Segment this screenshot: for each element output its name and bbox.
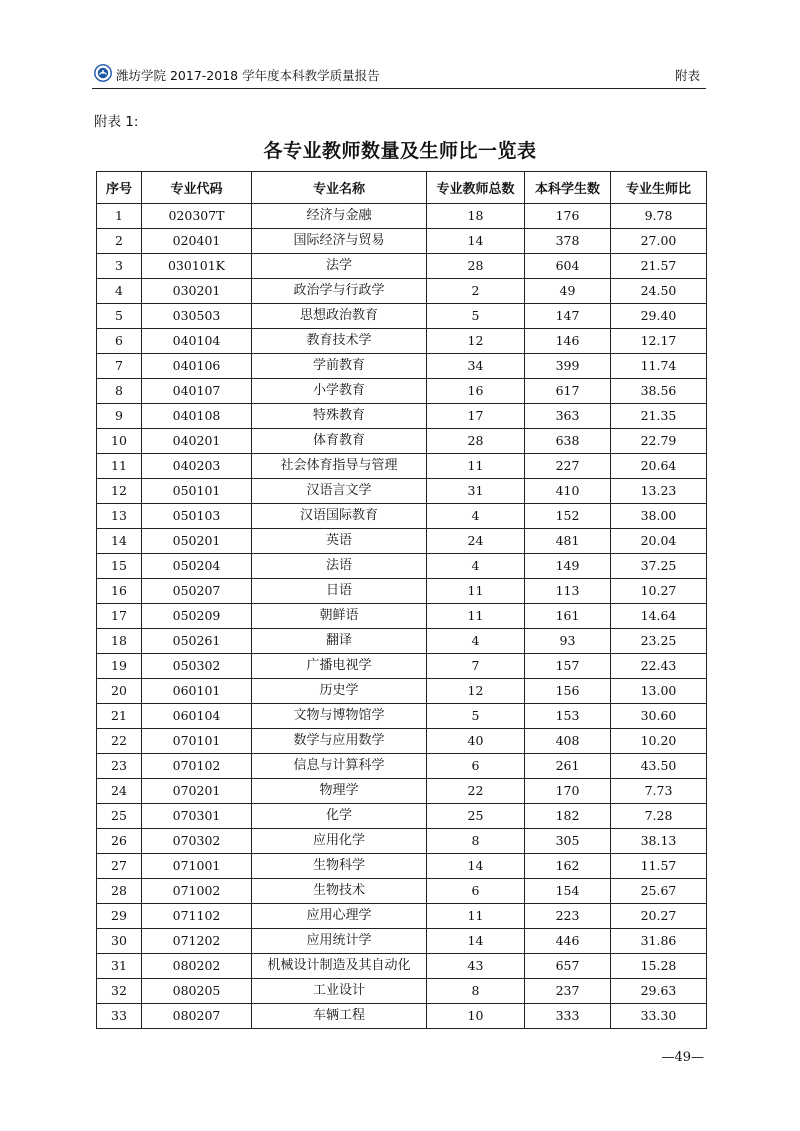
row-index: 3 — [97, 254, 142, 279]
major-name: 文物与博物馆学 — [252, 704, 427, 729]
major-name: 思想政治教育 — [252, 304, 427, 329]
student-count: 93 — [525, 629, 611, 654]
student-count: 223 — [525, 904, 611, 929]
student-teacher-ratio: 23.25 — [611, 629, 707, 654]
major-code: 070302 — [142, 829, 252, 854]
row-index: 25 — [97, 804, 142, 829]
row-index: 28 — [97, 879, 142, 904]
table-row — [97, 579, 707, 604]
table-row — [97, 379, 707, 404]
teacher-count: 11 — [427, 579, 525, 604]
student-teacher-ratio: 31.86 — [611, 929, 707, 954]
major-code: 030101K — [142, 254, 252, 279]
student-teacher-ratio: 24.50 — [611, 279, 707, 304]
major-code: 080202 — [142, 954, 252, 979]
major-code: 050103 — [142, 504, 252, 529]
student-count: 261 — [525, 754, 611, 779]
teacher-count: 4 — [427, 554, 525, 579]
row-index: 17 — [97, 604, 142, 629]
student-count: 161 — [525, 604, 611, 629]
table-row — [97, 454, 707, 479]
major-code: 040107 — [142, 379, 252, 404]
major-name: 汉语言文学 — [252, 479, 427, 504]
student-teacher-ratio: 20.04 — [611, 529, 707, 554]
teacher-count: 5 — [427, 304, 525, 329]
major-code: 050101 — [142, 479, 252, 504]
major-name: 英语 — [252, 529, 427, 554]
table-row — [97, 429, 707, 454]
table-row — [97, 679, 707, 704]
teacher-count: 18 — [427, 204, 525, 229]
student-count: 170 — [525, 779, 611, 804]
teacher-count: 14 — [427, 229, 525, 254]
student-count: 604 — [525, 254, 611, 279]
row-index: 1 — [97, 204, 142, 229]
student-count: 363 — [525, 404, 611, 429]
student-teacher-ratio: 21.35 — [611, 404, 707, 429]
student-count: 446 — [525, 929, 611, 954]
major-code: 030201 — [142, 279, 252, 304]
student-teacher-ratio: 37.25 — [611, 554, 707, 579]
table-title: 各专业教师数量及生师比一览表 — [263, 140, 537, 162]
row-index: 23 — [97, 754, 142, 779]
student-teacher-ratio: 12.17 — [611, 329, 707, 354]
row-index: 32 — [97, 979, 142, 1004]
row-index: 6 — [97, 329, 142, 354]
table-row — [97, 254, 707, 279]
major-name: 教育技术学 — [252, 329, 427, 354]
teacher-count: 11 — [427, 604, 525, 629]
teacher-count: 12 — [427, 679, 525, 704]
major-name: 学前教育 — [252, 354, 427, 379]
table-row — [97, 979, 707, 1004]
page-number: —49— — [661, 1050, 704, 1065]
student-teacher-ratio: 20.64 — [611, 454, 707, 479]
student-count: 481 — [525, 529, 611, 554]
major-name: 小学教育 — [252, 379, 427, 404]
student-teacher-ratio: 38.13 — [611, 829, 707, 854]
majors-table — [96, 171, 707, 1029]
teacher-count: 8 — [427, 979, 525, 1004]
teacher-count: 17 — [427, 404, 525, 429]
row-index: 24 — [97, 779, 142, 804]
student-count: 113 — [525, 579, 611, 604]
major-name: 体育教育 — [252, 429, 427, 454]
teacher-count: 4 — [427, 504, 525, 529]
major-code: 060104 — [142, 704, 252, 729]
major-code: 050261 — [142, 629, 252, 654]
student-count: 149 — [525, 554, 611, 579]
section-label: 附表 — [674, 68, 700, 83]
major-name: 机械设计制造及其自动化 — [252, 954, 427, 979]
student-count: 638 — [525, 429, 611, 454]
row-index: 9 — [97, 404, 142, 429]
table-row — [97, 504, 707, 529]
student-count: 182 — [525, 804, 611, 829]
student-teacher-ratio: 11.74 — [611, 354, 707, 379]
table-row — [97, 329, 707, 354]
major-name: 经济与金融 — [252, 204, 427, 229]
major-name: 翻译 — [252, 629, 427, 654]
major-name: 生物技术 — [252, 879, 427, 904]
student-teacher-ratio: 20.27 — [611, 904, 707, 929]
row-index: 30 — [97, 929, 142, 954]
major-code: 080205 — [142, 979, 252, 1004]
column-header: 专业名称 — [252, 172, 427, 204]
student-count: 408 — [525, 729, 611, 754]
university-seal-icon — [94, 64, 112, 82]
student-teacher-ratio: 22.79 — [611, 429, 707, 454]
column-header: 专业代码 — [142, 172, 252, 204]
teacher-count: 25 — [427, 804, 525, 829]
table-row — [97, 704, 707, 729]
row-index: 22 — [97, 729, 142, 754]
major-name: 法学 — [252, 254, 427, 279]
major-name: 历史学 — [252, 679, 427, 704]
major-name: 特殊教育 — [252, 404, 427, 429]
appendix-label: 附表 1: — [94, 114, 139, 130]
major-code: 080207 — [142, 1004, 252, 1029]
major-name: 生物科学 — [252, 854, 427, 879]
student-teacher-ratio: 11.57 — [611, 854, 707, 879]
student-count: 176 — [525, 204, 611, 229]
teacher-count: 28 — [427, 429, 525, 454]
major-name: 应用心理学 — [252, 904, 427, 929]
major-name: 广播电视学 — [252, 654, 427, 679]
major-name: 应用化学 — [252, 829, 427, 854]
major-code: 071002 — [142, 879, 252, 904]
teacher-count: 11 — [427, 454, 525, 479]
table-row — [97, 779, 707, 804]
student-teacher-ratio: 33.30 — [611, 1004, 707, 1029]
table-row — [97, 654, 707, 679]
row-index: 14 — [97, 529, 142, 554]
teacher-count: 28 — [427, 254, 525, 279]
student-count: 378 — [525, 229, 611, 254]
major-code: 050302 — [142, 654, 252, 679]
report-title: 潍坊学院 2017-2018 学年度本科教学质量报告 — [116, 68, 380, 83]
column-header: 专业生师比 — [611, 172, 707, 204]
table-body — [97, 204, 707, 1029]
table-row — [97, 729, 707, 754]
row-index: 33 — [97, 1004, 142, 1029]
table-row — [97, 754, 707, 779]
teacher-count: 6 — [427, 754, 525, 779]
major-code: 050207 — [142, 579, 252, 604]
major-code: 070101 — [142, 729, 252, 754]
table-row — [97, 354, 707, 379]
row-index: 12 — [97, 479, 142, 504]
teacher-count: 14 — [427, 929, 525, 954]
major-code: 070102 — [142, 754, 252, 779]
major-code: 050209 — [142, 604, 252, 629]
major-name: 日语 — [252, 579, 427, 604]
row-index: 29 — [97, 904, 142, 929]
row-index: 31 — [97, 954, 142, 979]
teacher-count: 14 — [427, 854, 525, 879]
student-teacher-ratio: 13.23 — [611, 479, 707, 504]
student-teacher-ratio: 13.00 — [611, 679, 707, 704]
table-row — [97, 1004, 707, 1029]
row-index: 16 — [97, 579, 142, 604]
major-code: 070201 — [142, 779, 252, 804]
table-row — [97, 479, 707, 504]
major-code: 030503 — [142, 304, 252, 329]
student-count: 305 — [525, 829, 611, 854]
table-row — [97, 604, 707, 629]
student-count: 156 — [525, 679, 611, 704]
row-index: 15 — [97, 554, 142, 579]
major-code: 020307T — [142, 204, 252, 229]
row-index: 20 — [97, 679, 142, 704]
student-count: 237 — [525, 979, 611, 1004]
table-row — [97, 229, 707, 254]
teacher-count: 22 — [427, 779, 525, 804]
major-code: 071202 — [142, 929, 252, 954]
table-row — [97, 804, 707, 829]
major-code: 040201 — [142, 429, 252, 454]
major-name: 应用统计学 — [252, 929, 427, 954]
major-name: 信息与计算科学 — [252, 754, 427, 779]
major-code: 060101 — [142, 679, 252, 704]
table-row — [97, 304, 707, 329]
student-teacher-ratio: 14.64 — [611, 604, 707, 629]
student-teacher-ratio: 29.40 — [611, 304, 707, 329]
major-name: 工业设计 — [252, 979, 427, 1004]
row-index: 26 — [97, 829, 142, 854]
student-teacher-ratio: 15.28 — [611, 954, 707, 979]
table-row — [97, 879, 707, 904]
major-name: 政治学与行政学 — [252, 279, 427, 304]
student-count: 657 — [525, 954, 611, 979]
teacher-count: 16 — [427, 379, 525, 404]
column-header: 序号 — [97, 172, 142, 204]
student-teacher-ratio: 43.50 — [611, 754, 707, 779]
major-code: 070301 — [142, 804, 252, 829]
major-code: 040104 — [142, 329, 252, 354]
row-index: 10 — [97, 429, 142, 454]
row-index: 13 — [97, 504, 142, 529]
table-row — [97, 204, 707, 229]
teacher-count: 24 — [427, 529, 525, 554]
major-code: 071102 — [142, 904, 252, 929]
student-teacher-ratio: 22.43 — [611, 654, 707, 679]
teacher-count: 6 — [427, 879, 525, 904]
table-row — [97, 529, 707, 554]
student-count: 227 — [525, 454, 611, 479]
major-code: 040106 — [142, 354, 252, 379]
student-count: 399 — [525, 354, 611, 379]
major-name: 汉语国际教育 — [252, 504, 427, 529]
teacher-count: 12 — [427, 329, 525, 354]
student-teacher-ratio: 25.67 — [611, 879, 707, 904]
major-name: 法语 — [252, 554, 427, 579]
student-count: 333 — [525, 1004, 611, 1029]
student-teacher-ratio: 7.28 — [611, 804, 707, 829]
teacher-count: 4 — [427, 629, 525, 654]
teacher-count: 2 — [427, 279, 525, 304]
major-code: 040108 — [142, 404, 252, 429]
table-row — [97, 404, 707, 429]
student-teacher-ratio: 38.56 — [611, 379, 707, 404]
row-index: 2 — [97, 229, 142, 254]
student-count: 146 — [525, 329, 611, 354]
student-count: 617 — [525, 379, 611, 404]
table-row — [97, 854, 707, 879]
student-count: 154 — [525, 879, 611, 904]
column-header: 专业教师总数 — [427, 172, 525, 204]
major-code: 071001 — [142, 854, 252, 879]
major-code: 050201 — [142, 529, 252, 554]
student-count: 147 — [525, 304, 611, 329]
major-name: 车辆工程 — [252, 1004, 427, 1029]
student-teacher-ratio: 27.00 — [611, 229, 707, 254]
table-row — [97, 954, 707, 979]
table-row — [97, 829, 707, 854]
table-row — [97, 904, 707, 929]
teacher-count: 7 — [427, 654, 525, 679]
major-name: 国际经济与贸易 — [252, 229, 427, 254]
student-teacher-ratio: 10.27 — [611, 579, 707, 604]
teacher-count: 8 — [427, 829, 525, 854]
student-teacher-ratio: 7.73 — [611, 779, 707, 804]
student-teacher-ratio: 29.63 — [611, 979, 707, 1004]
table-row — [97, 554, 707, 579]
major-code: 040203 — [142, 454, 252, 479]
teacher-count: 11 — [427, 904, 525, 929]
student-count: 157 — [525, 654, 611, 679]
row-index: 4 — [97, 279, 142, 304]
major-name: 社会体育指导与管理 — [252, 454, 427, 479]
row-index: 7 — [97, 354, 142, 379]
table-row — [97, 929, 707, 954]
table-row — [97, 629, 707, 654]
row-index: 27 — [97, 854, 142, 879]
major-name: 化学 — [252, 804, 427, 829]
student-count: 153 — [525, 704, 611, 729]
row-index: 18 — [97, 629, 142, 654]
major-code: 050204 — [142, 554, 252, 579]
row-index: 11 — [97, 454, 142, 479]
major-name: 物理学 — [252, 779, 427, 804]
student-count: 410 — [525, 479, 611, 504]
table-header-row — [97, 172, 707, 204]
teacher-count: 34 — [427, 354, 525, 379]
student-teacher-ratio: 30.60 — [611, 704, 707, 729]
teacher-count: 40 — [427, 729, 525, 754]
student-count: 152 — [525, 504, 611, 529]
page-header — [92, 62, 706, 89]
row-index: 5 — [97, 304, 142, 329]
student-teacher-ratio: 9.78 — [611, 204, 707, 229]
student-count: 162 — [525, 854, 611, 879]
major-code: 020401 — [142, 229, 252, 254]
major-name: 朝鲜语 — [252, 604, 427, 629]
teacher-count: 31 — [427, 479, 525, 504]
student-teacher-ratio: 10.20 — [611, 729, 707, 754]
table-row — [97, 279, 707, 304]
teacher-count: 43 — [427, 954, 525, 979]
column-header: 本科学生数 — [525, 172, 611, 204]
teacher-count: 5 — [427, 704, 525, 729]
student-teacher-ratio: 38.00 — [611, 504, 707, 529]
row-index: 21 — [97, 704, 142, 729]
student-teacher-ratio: 21.57 — [611, 254, 707, 279]
student-count: 49 — [525, 279, 611, 304]
row-index: 19 — [97, 654, 142, 679]
teacher-count: 10 — [427, 1004, 525, 1029]
major-name: 数学与应用数学 — [252, 729, 427, 754]
row-index: 8 — [97, 379, 142, 404]
